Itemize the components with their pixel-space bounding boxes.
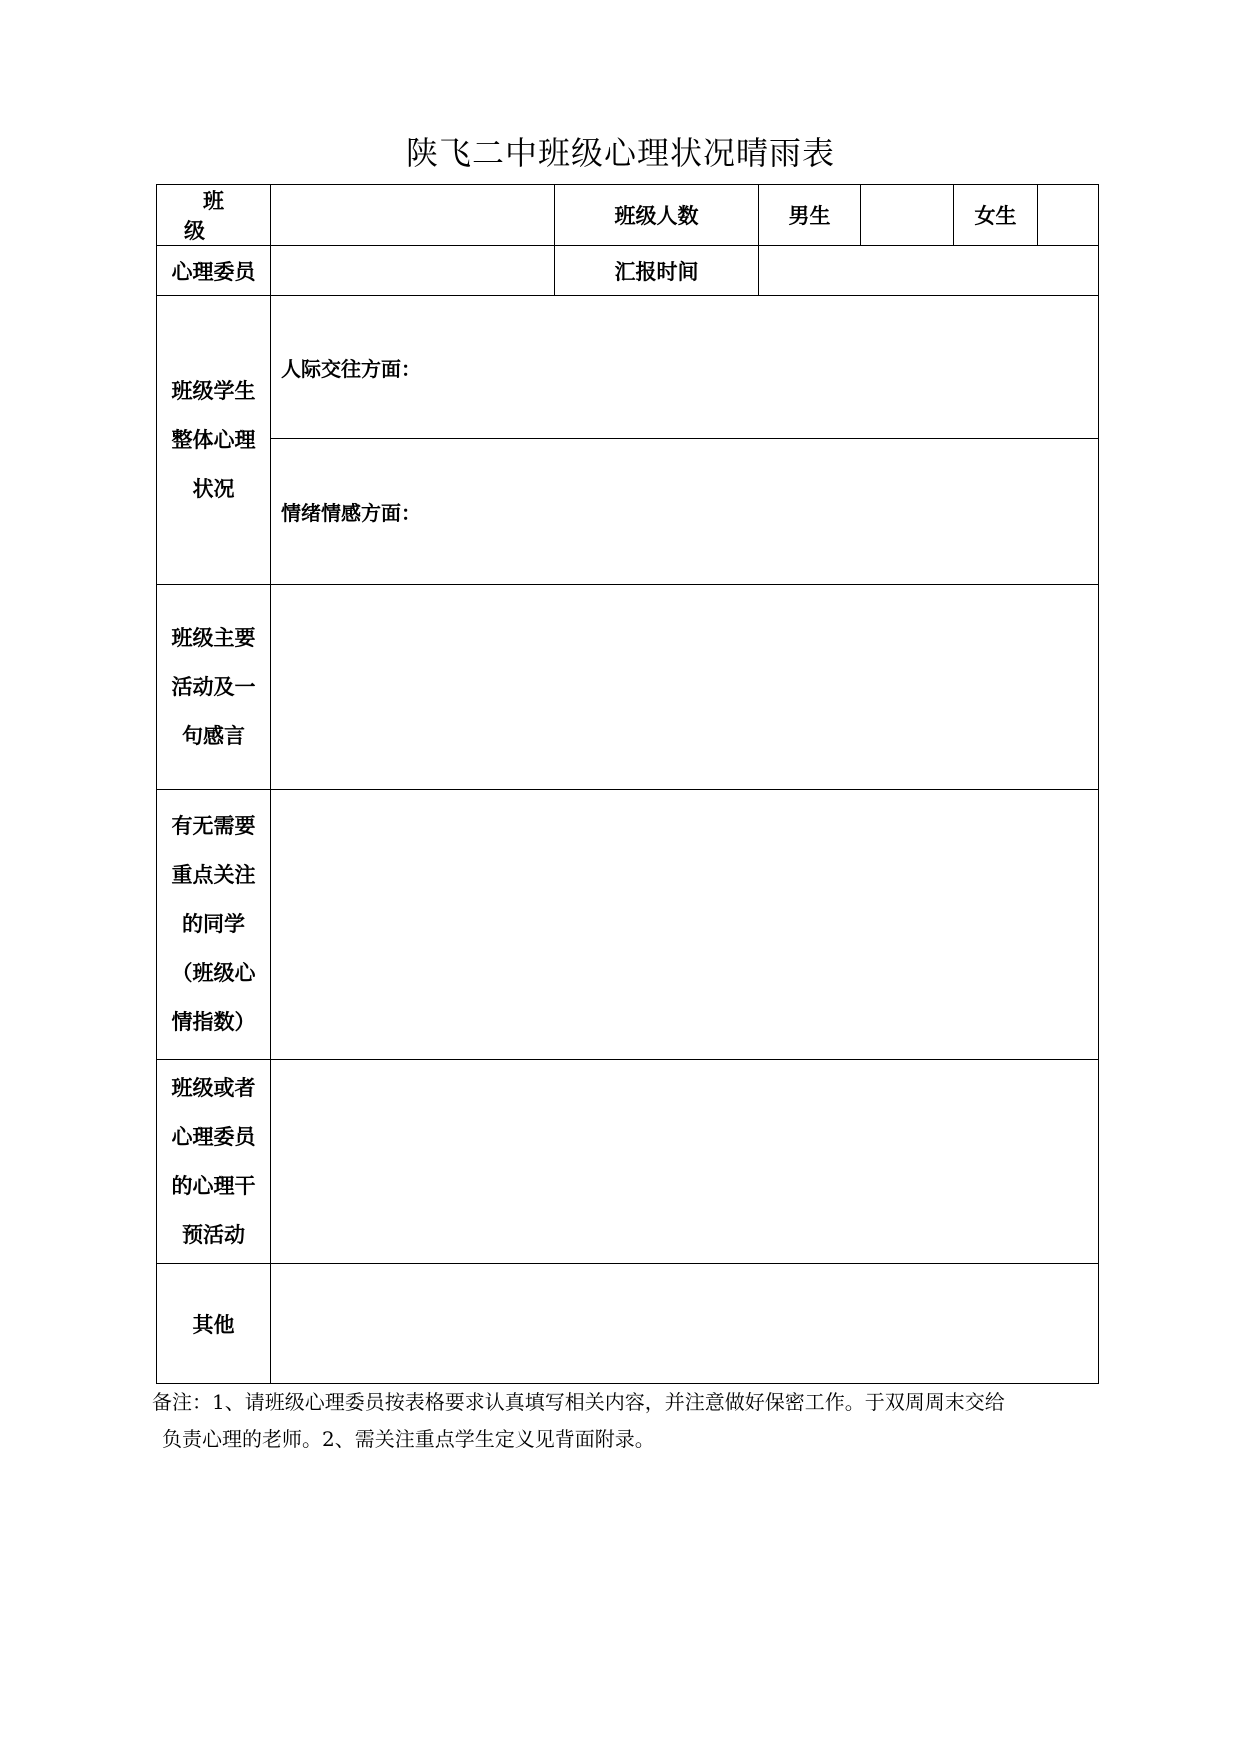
girls-count-field[interactable] [1038,185,1099,246]
page-title: 陕飞二中班级心理状况晴雨表 [405,134,835,172]
intervention-label-line: 预活动 [182,1222,245,1247]
activities-label-line: 句感言 [182,723,245,748]
activities-label [157,585,271,790]
interpersonal-label: 人际交往方面： [281,356,421,381]
attention-label [157,790,271,1060]
attention-label-line: 有无需要 [171,814,256,838]
remarks [152,1384,1102,1458]
emotion-label: 情绪情感方面： [281,501,421,525]
interpersonal-field[interactable] [271,296,1099,439]
boys-label: 男生 [759,185,861,246]
intervention-label [157,1060,271,1264]
report-time-field[interactable] [759,246,1099,296]
attention-field[interactable] [271,790,1099,1060]
girls-label: 女生 [954,185,1038,246]
attention-label-line: （班级心 [171,961,256,985]
class-label: 班 级 [157,185,271,246]
mood-report-form [156,184,1099,1384]
intervention-label-line: 的心理干 [171,1173,256,1198]
other-field[interactable] [271,1264,1099,1384]
intervention-label-line: 心理委员 [171,1124,256,1149]
class-field[interactable] [271,185,555,246]
attention-label-line: 的同学 [182,912,245,936]
attention-label-line: 重点关注 [171,863,256,887]
intervention-field[interactable] [271,1060,1099,1264]
activities-label-line: 班级主要 [171,625,256,650]
overall-label-line: 状况 [192,476,235,501]
class-size-label: 班级人数 [555,185,759,246]
activities-label-line: 活动及一 [171,674,256,699]
overall-label-line: 整体心理 [171,427,256,452]
committee-label: 心理委员 [157,246,271,296]
other-label: 其他 [157,1264,271,1384]
attention-label-line: 情指数） [171,1010,256,1034]
overall-label-line: 班级学生 [171,378,256,403]
remarks-line-2: 负责心理的老师。2、需关注重点学生定义见背面附录。 [162,1427,655,1451]
committee-field[interactable] [271,246,555,296]
boys-count-field[interactable] [861,185,954,246]
remarks-line-1: 备注：1、请班级心理委员按表格要求认真填写相关内容，并注意做好保密工作。于双周周末交给 [152,1390,1005,1414]
report-time-label: 汇报时间 [555,246,759,296]
emotion-field[interactable] [271,439,1099,585]
overall-label [157,296,271,585]
activities-field[interactable] [271,585,1099,790]
intervention-label-line: 班级或者 [171,1075,256,1100]
